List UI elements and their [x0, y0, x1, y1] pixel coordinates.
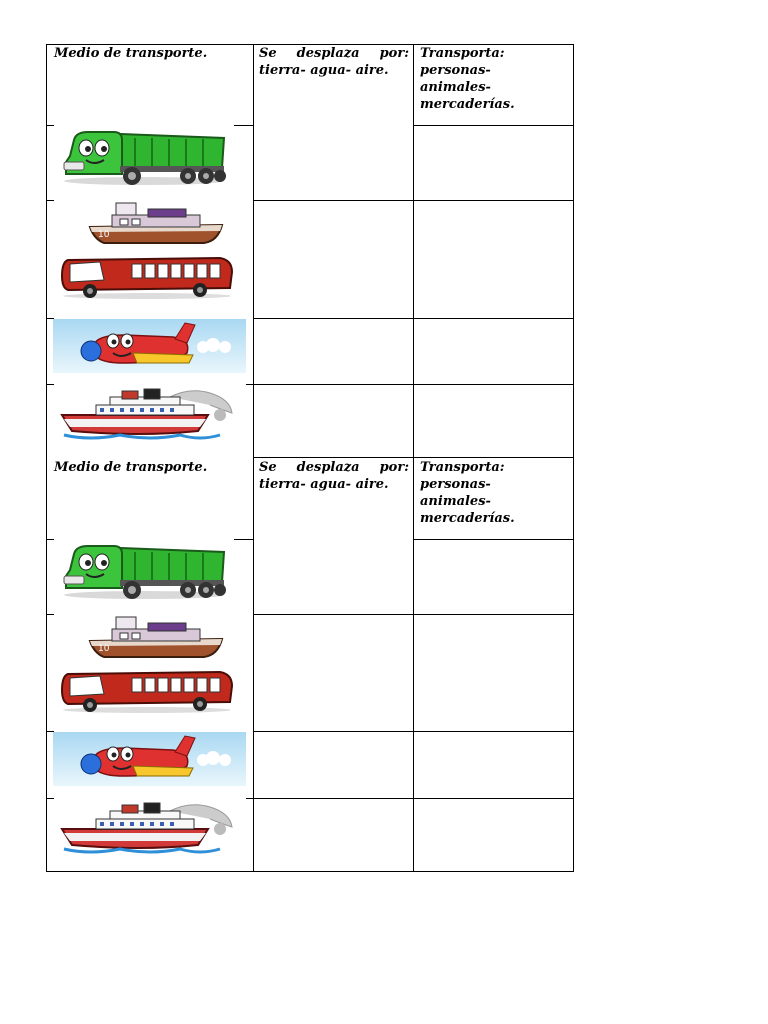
- svg-text:10: 10: [98, 230, 110, 240]
- header-transporta-line3: animales-: [420, 494, 491, 509]
- table-border-left: [46, 44, 47, 458]
- header-transporta-line1: Transporta:: [420, 46, 505, 61]
- column-divider: [253, 44, 254, 458]
- bus-icon: [60, 254, 234, 300]
- row-stub: [234, 539, 253, 540]
- table-border-right: [573, 457, 574, 872]
- header-transporta-line4: mercaderías.: [420, 511, 515, 526]
- dump-truck-icon: [60, 540, 228, 602]
- row-stub: [46, 125, 54, 126]
- table-border-left: [46, 457, 47, 872]
- dump-truck-icon: [60, 126, 228, 188]
- bus-icon: [60, 668, 234, 714]
- airplane-icon: [53, 319, 246, 373]
- row-stub: [46, 614, 54, 615]
- row-stub: [246, 384, 253, 385]
- header-desplaza-line2: tierra- agua- aire.: [259, 477, 389, 492]
- cruise-ship-icon: [60, 799, 236, 857]
- header-desplaza-line2: tierra- agua- aire.: [259, 63, 389, 78]
- table-border-bottom: [46, 871, 574, 872]
- header-medio: Medio de transporte.: [54, 460, 208, 475]
- header-transporta-line3: animales-: [420, 80, 491, 95]
- row-stub: [46, 539, 54, 540]
- cruise-ship-icon: [60, 385, 236, 443]
- row-stub: [46, 384, 54, 385]
- row-stub: [246, 798, 253, 799]
- row-stub: [46, 200, 54, 201]
- row-stub: [46, 798, 54, 799]
- tugboat-icon: [86, 615, 226, 661]
- column-divider: [253, 457, 254, 872]
- header-transporta-line2: personas-: [420, 63, 491, 78]
- column-divider: [413, 44, 414, 458]
- header-transporta-line4: mercaderías.: [420, 97, 515, 112]
- header-medio: Medio de transporte.: [54, 46, 208, 61]
- header-transporta-line2: personas-: [420, 477, 491, 492]
- row-divider: [413, 125, 574, 126]
- row-stub: [234, 125, 253, 126]
- table-border-right: [573, 44, 574, 458]
- header-desplaza-line1: Se desplaza por:: [259, 46, 409, 61]
- airplane-icon: [53, 732, 246, 786]
- column-divider: [413, 457, 414, 872]
- header-desplaza-line1: Se desplaza por:: [259, 460, 409, 475]
- svg-text:10: 10: [98, 644, 110, 654]
- row-divider: [413, 539, 574, 540]
- header-transporta-line1: Transporta:: [420, 460, 505, 475]
- tugboat-icon: [86, 201, 226, 247]
